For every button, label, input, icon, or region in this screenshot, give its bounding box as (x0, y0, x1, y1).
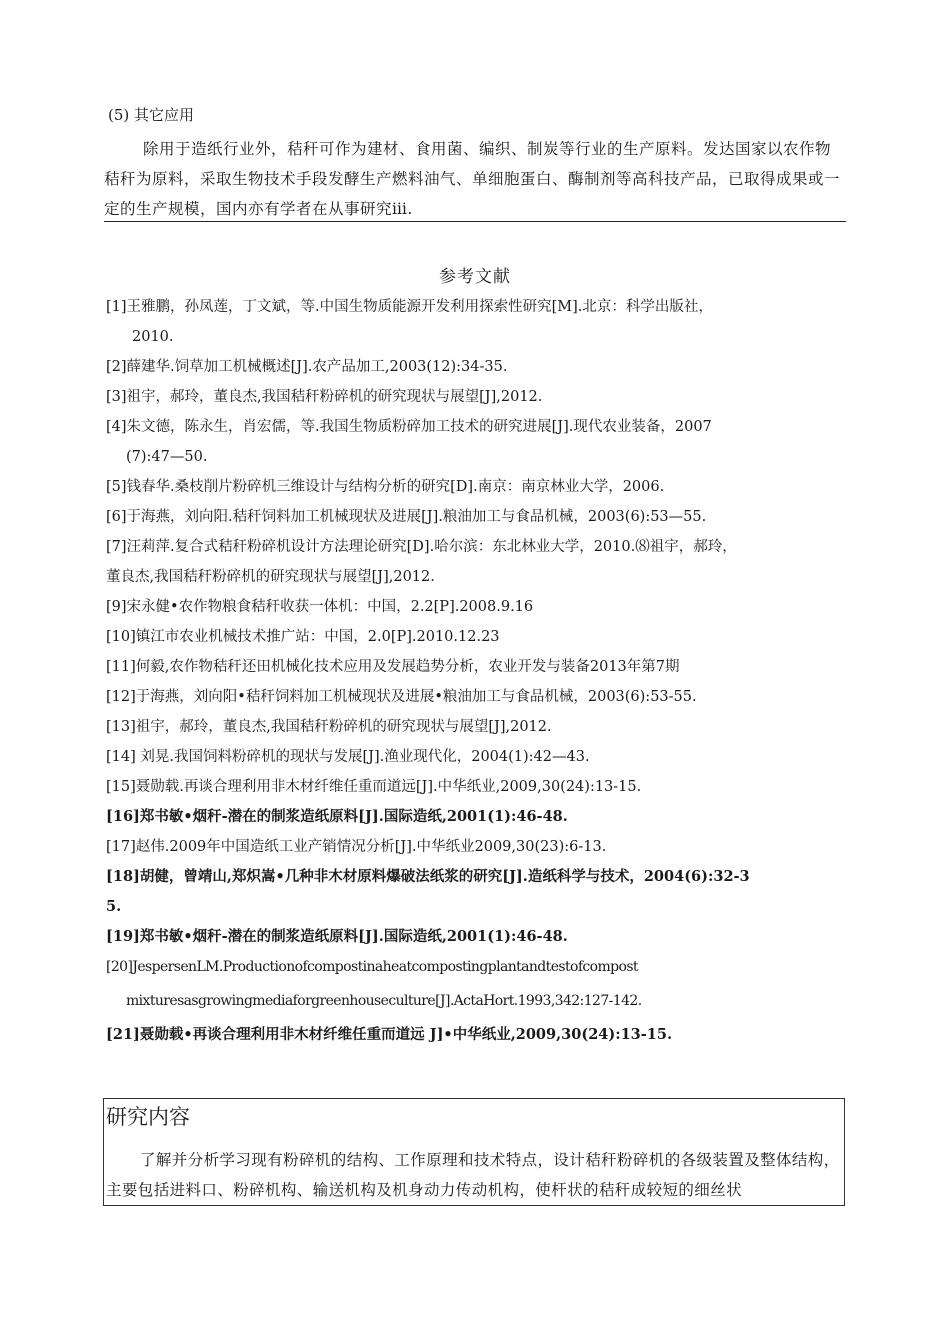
reference-line: [2]薛建华.饲草加工机械概述[J].农产品加工,2003(12):34-35. (106, 359, 508, 375)
reference-item (106, 1020, 846, 1050)
research-content-title: 研究内容 (106, 1105, 190, 1129)
reference-line: [18]胡健，曾靖山,郑炽嵩•几种非木材原料爆破法纸浆的研究[J].造纸科学与技术，2004(6):32-3 (106, 868, 750, 885)
reference-item (106, 862, 846, 922)
reference-line: [20]JespersenLM.Productionofcompostinaheatcompostingplantandtestofcompost (106, 959, 638, 975)
section-paragraph: 除用于造纸行业外，秸秆可作为建材、食用菌、编织、制炭等行业的生产原料。发达国家以农作物秸秆为原料，采取生物技术手段发酵生产燃料油气、单细胞蛋白、酶制剂等高科技产品，已取得成果或一定的生产规模，国内亦有学者在从事研究ⅲ. (104, 140, 841, 218)
reference-item (106, 472, 846, 502)
reference-line: [9]宋永健•农作物粮食秸秆收获一体机：中国，2.2[P].2008.9.16 (106, 599, 534, 615)
reference-item (106, 742, 846, 772)
reference-item (106, 352, 846, 382)
reference-item (106, 802, 846, 832)
reference-line: [4]朱文德，陈永生，肖宏儒，等.我国生物质粉碎加工技术的研究进展[J].现代农业装备，2007 (106, 419, 712, 435)
reference-line: [1]王雅鹏，孙凤莲，丁文斌，等.中国生物质能源开发利用探索性研究[M].北京：科学出版社， (106, 299, 713, 315)
reference-line: [15]聂勋载.再谈合理利用非木材纤维任重而道远[J].中华纸业,2009,30(24):13-15. (106, 779, 642, 795)
reference-line: [12]于海燕，刘向阳•秸秆饲料加工机械现状及进展•粮油加工与食品机械，2003(6):53-55. (106, 689, 697, 705)
reference-item (106, 592, 846, 622)
reference-item (106, 412, 846, 472)
reference-line: [17]赵伟.2009年中国造纸工业产销情况分析[J].中华纸业2009,30(23):6-13. (106, 839, 607, 855)
reference-line: [10]镇江市农业机械技术推广站：中国，2.0[P].2010.12.23 (106, 629, 500, 645)
reference-line: [14] 刘晃.我国饲料粉碎机的现状与发展[J].渔业现代化，2004(1):42—43. (106, 749, 590, 765)
reference-line: [5]钱春华.桑枝削片粉碎机三维设计与结构分析的研究[D].南京：南京林业大学，2006. (106, 479, 665, 495)
reference-item (106, 832, 846, 862)
reference-item (106, 502, 846, 532)
reference-line: 董良杰,我国秸秆粉碎机的研究现状与展望[J],2012. (106, 569, 435, 585)
reference-line: [13]祖宇，郝玲，董良杰,我国秸秆粉碎机的研究现状与展望[J],2012. (106, 719, 552, 735)
divider-line (104, 221, 846, 222)
reference-line: 5. (106, 898, 122, 915)
reference-item (106, 682, 846, 712)
reference-item (106, 772, 846, 802)
reference-item (106, 532, 846, 592)
references-title: 参考文献 (439, 267, 511, 287)
reference-item (106, 952, 846, 1016)
reference-item (106, 922, 846, 952)
reference-item (106, 382, 846, 412)
reference-line: [6]于海燕，刘向阳.秸秆饲料加工机械现状及进展[J].粮油加工与食品机械，2003(6):53—55. (106, 509, 707, 525)
reference-line: 2010. (132, 329, 174, 345)
paragraph-text: 除用于造纸行业外，秸秆可作为建材、食用菌、编织、制炭等行业的生产原料。发达国家以农作物秸秆为原料，采取生物技术手段发酵生产燃料油气、单细胞蛋白、酶制剂等高科技产品，已取得成果或一定的生产规模，国内亦有学者在从事研究 (104, 140, 841, 218)
section-heading: (5) 其它应用 (108, 106, 195, 124)
reference-list (106, 292, 846, 1050)
reference-item (106, 712, 846, 742)
reference-item (106, 292, 846, 352)
reference-line: [21]聂勋载•再谈合理利用非木材纤维任重而道远 J]•中华纸业,2009,30(24):13-15. (106, 1026, 673, 1043)
reference-line: [7]汪莉萍.复合式秸秆粉碎机设计方法理论研究[D].哈尔滨：东北林业大学，2010.⑻祖宇，郝玲， (106, 539, 737, 555)
reference-line: [19]郑书敏•烟秆-潜在的制浆造纸原料[J].国际造纸,2001(1):46-48. (106, 928, 568, 945)
reference-line: [11]何毅,农作物秸秆还田机械化技术应用及发展趋势分析，农业开发与装备2013年第7期 (106, 659, 680, 675)
reference-item (106, 622, 846, 652)
reference-item (106, 652, 846, 682)
research-content-text: 了解并分析学习现有粉碎机的结构、工作原理和技术特点，设计秸秆粉碎机的各级装置及整体结构，主要包括进料口、粉碎机构、输送机构及机身动力传动机构，使杆状的秸秆成较短的细丝状 (106, 1151, 840, 1199)
reference-line: [16]郑书敏•烟秆-潜在的制浆造纸原料[J].国际造纸,2001(1):46-48. (106, 808, 568, 825)
reference-line: [3]祖宇，郝玲，董良杰,我国秸秆粉碎机的研究现状与展望[J],2012. (106, 389, 543, 405)
reference-line: (7):47—50. (126, 449, 208, 465)
reference-line: mixturesasgrowingmediaforgreenhouseculture[J].ActaHort.1993,342:127-142. (126, 993, 642, 1009)
research-content-box (103, 1098, 845, 1206)
